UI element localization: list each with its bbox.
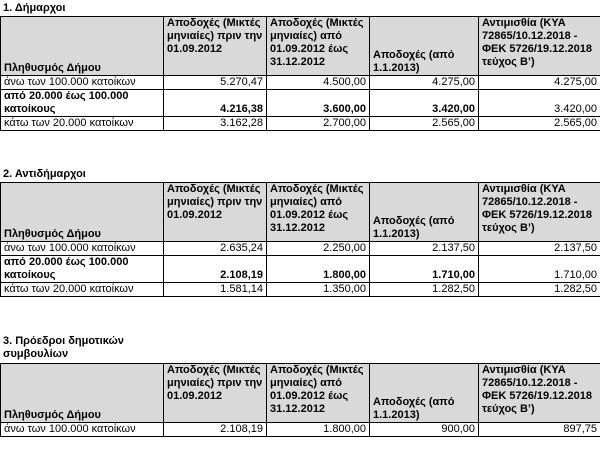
value-cell: 4.500,00 <box>267 76 370 90</box>
header-pay-before-2012: Αποδοχές (Μικτές μηνιαίες) πριν την 01.09.2012 <box>164 364 267 423</box>
header-pay-before-2012: Αποδοχές (Μικτές μηνιαίες) πριν την 01.09.2012 <box>164 183 267 242</box>
header-pay-from-2013: Αποδοχές (από 1.1.2013) <box>370 364 479 423</box>
population-cell: άνω των 100.000 κατοίκων <box>1 76 164 90</box>
table-header-row <box>1 364 600 423</box>
value-cell: 5.270,47 <box>164 76 267 90</box>
population-cell: κάτω των 20.000 κατοίκων <box>1 283 164 297</box>
value-cell: 2.108,19 <box>164 423 267 437</box>
value-cell: 1.710,00 <box>479 256 600 283</box>
value-cell: 2.565,00 <box>370 117 479 131</box>
header-compensation: Αντιμισθία (ΚΥΑ 72865/10.12.2018 - ΦΕΚ 5726/19.12.2018 τεύχος Β’) <box>479 364 600 423</box>
deputy-mayors-table <box>0 182 600 297</box>
value-cell: 1.800,00 <box>267 423 370 437</box>
council-presidents-table <box>0 363 600 437</box>
header-pay-2012: Αποδοχές (Μικτές μηνιαίες) από 01.09.2012 έως 31.12.2012 <box>267 183 370 242</box>
header-pay-from-2013: Αποδοχές (από 1.1.2013) <box>370 183 479 242</box>
header-compensation: Αντιμισθία (ΚΥΑ 72865/10.12.2018 - ΦΕΚ 5726/19.12.2018 τεύχος Β’) <box>479 17 600 76</box>
value-cell: 4.216,38 <box>164 90 267 117</box>
header-compensation: Αντιμισθία (ΚΥΑ 72865/10.12.2018 - ΦΕΚ 5726/19.12.2018 τεύχος Β’) <box>479 183 600 242</box>
section-title-deputy-mayors: 2. Αντιδήμαρχοι <box>3 168 86 180</box>
value-cell: 3.420,00 <box>479 90 600 117</box>
value-cell: 897,75 <box>479 423 600 437</box>
table-row <box>1 117 600 131</box>
header-population: Πληθυσμός Δήμου <box>1 183 164 242</box>
value-cell: 900,00 <box>370 423 479 437</box>
value-cell: 4.275,00 <box>479 76 600 90</box>
section-title-council-presidents: 3. Πρόεδροι δημοτικών συμβουλίων <box>3 335 124 360</box>
value-cell: 1.800,00 <box>267 256 370 283</box>
population-cell: άνω των 100.000 κατοίκων <box>1 423 164 437</box>
value-cell: 3.162,28 <box>164 117 267 131</box>
value-cell: 2.250,00 <box>267 242 370 256</box>
population-cell: άνω των 100.000 κατοίκων <box>1 242 164 256</box>
value-cell: 2.108,19 <box>164 256 267 283</box>
mayors-table <box>0 16 600 131</box>
table-row <box>1 423 600 437</box>
table-row <box>1 283 600 297</box>
value-cell: 1.350,00 <box>267 283 370 297</box>
table-header-row <box>1 183 600 242</box>
header-pay-2012: Αποδοχές (Μικτές μηνιαίες) από 01.09.2012 έως 31.12.2012 <box>267 364 370 423</box>
table-row <box>1 90 600 117</box>
table-row <box>1 242 600 256</box>
header-population: Πληθυσμός Δήμου <box>1 364 164 423</box>
value-cell: 2.137,50 <box>479 242 600 256</box>
value-cell: 4.275,00 <box>370 76 479 90</box>
population-cell: από 20.000 έως 100.000 κατοίκους <box>1 90 164 117</box>
value-cell: 1.581,14 <box>164 283 267 297</box>
header-pay-2012: Αποδοχές (Μικτές μηνιαίες) από 01.09.2012 έως 31.12.2012 <box>267 17 370 76</box>
value-cell: 3.420,00 <box>370 90 479 117</box>
section-title-mayors: 1. Δήμαρχοι <box>3 2 66 14</box>
value-cell: 1.710,00 <box>370 256 479 283</box>
table-row <box>1 76 600 90</box>
value-cell: 2.137,50 <box>370 242 479 256</box>
value-cell: 1.282,50 <box>479 283 600 297</box>
value-cell: 3.600,00 <box>267 90 370 117</box>
value-cell: 2.565,00 <box>479 117 600 131</box>
value-cell: 2.700,00 <box>267 117 370 131</box>
header-population: Πληθυσμός Δήμου <box>1 17 164 76</box>
population-cell: από 20.000 έως 100.000 κατοίκους <box>1 256 164 283</box>
population-cell: κάτω των 20.000 κατοίκων <box>1 117 164 131</box>
header-pay-before-2012: Αποδοχές (Μικτές μηνιαίες) πριν την 01.09.2012 <box>164 17 267 76</box>
header-pay-from-2013: Αποδοχές (από 1.1.2013) <box>370 17 479 76</box>
table-row <box>1 256 600 283</box>
value-cell: 2.635,24 <box>164 242 267 256</box>
value-cell: 1.282,50 <box>370 283 479 297</box>
table-header-row <box>1 17 600 76</box>
